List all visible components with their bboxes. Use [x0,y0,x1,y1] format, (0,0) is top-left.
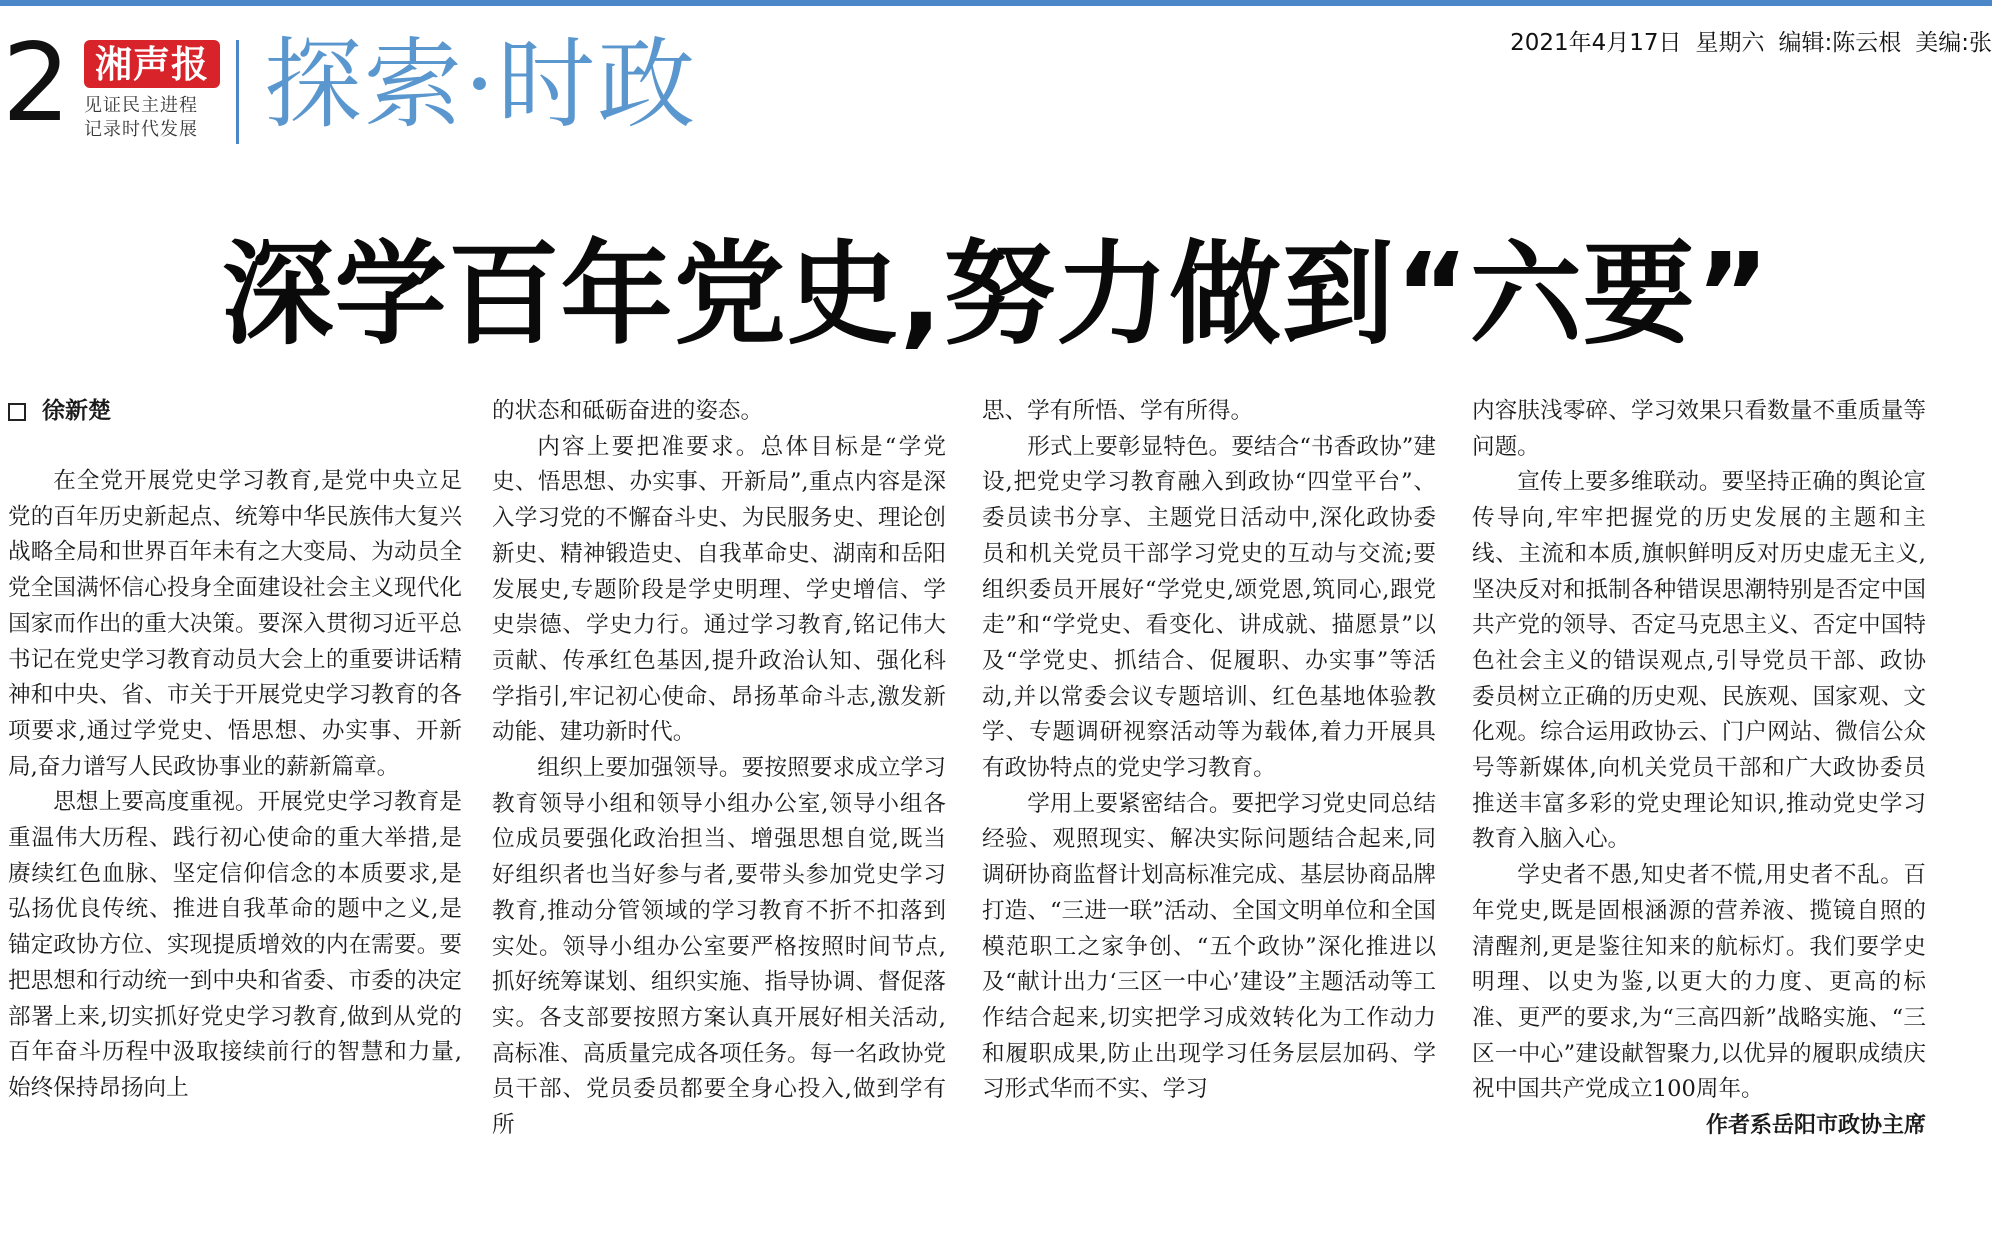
article-column-1 [8,394,462,1107]
issue-date: 2021年4月17日 [1510,30,1682,56]
article-paragraph: 内容上要把准要求。总体目标是“学党史、悟思想、办实事、开新局”,重点内容是深入学习党的不懈奋斗史、为民服务史、理论创新史、精神锻造史、自我革命史、湖南和岳阳发展史,专题阶段是学史明理、学史增信、学史崇德、学史力行。通过学习教育,铭记伟大贡献、传承红色基因,提升政治认知、强化科学指引,牢记初心使命、昂扬革命斗志,激发新动能、建功新时代。 [492,433,946,746]
article-paragraph: 宣传上要多维联动。要坚持正确的舆论宣传导向,牢牢把握党的历史发展的主题和主线、主流和本质,旗帜鲜明反对历史虚无主义,坚决反对和抵制各种错误思潮特别是否定中国共产党的领导、否定马克思主义、否定中国特色社会主义的错误观点,引导党员干部、政协委员树立正确的历史观、民族观、国家观、文化观。综合运用政协云、门户网站、微信公众号等新媒体,向机关党员干部和广大政协委员推送丰富多彩的党史理论知识,推动党史学习教育入脑入心。 [1472,469,1926,853]
slogan-line-2: 记录时代发展 [84,119,198,140]
article-paragraph: 思、学有所悟、学有所得。 [982,398,1254,424]
article-column-4 [1472,394,1926,1144]
top-accent-bar [0,0,1992,6]
byline [8,394,462,430]
article-paragraph: 思想上要高度重视。开展党史学习教育是重温伟大历程、践行初心使命的重大举措,是赓续红色血脉、坚定信仰信念的本质要求,是弘扬优良传统、推进自我革命的题中之义,是锚定政协方位、实现提质增效的内在需要。要把思想和行动统一到中央和省委、市委的决定部署上来,切实抓好党史学习教育,做到从党的百年奋斗历程中汲取接续前行的智慧和力量,始终保持昂扬向上 [8,789,462,1101]
issue-weekday: 星期六 [1695,30,1765,56]
logo-text: 湘声报 [95,41,209,86]
art-editor-credit: 美编:张 [1915,30,1992,56]
article-paragraph: 学用上要紧密结合。要把学习党史同总结经验、观照现实、解决实际问题结合起来,同调研协商监督计划高标准完成、基层协商品牌打造、“三进一联”活动、全国文明单位和全国模范职工之家争创、“五个政协”深化推进以及“献计出力‘三区一中心’建设”主题活动等工作结合起来,切实把学习成效转化为工作动力和履职成果,防止出现学习任务层层加码、学习形式华而不实、学习 [982,790,1436,1103]
article-paragraph: 的状态和砥砺奋进的姿态。 [492,398,764,424]
article-headline: 深学百年党史,努力做到“六要” [221,230,1771,360]
article-paragraph: 组织上要加强领导。要按照要求成立学习教育领导小组和领导小组办公室,领导小组各位成员要强化政治担当、增强思想自觉,既当好组织者也当好参与者,要带头参加党史学习教育,推动分管领域的学习教育不折不扣落到实处。领导小组办公室要严格按照时间节点,抓好统筹谋划、组织实施、指导协调、督促落实。各支部要按照方案认真开展好相关活动,高标准、高质量完成各项任务。每一名政协党员干部、党员委员都要全身心投入,做到学有所 [492,755,946,1139]
masthead-divider [236,40,239,144]
article-column-3 [982,394,1436,1108]
slogan-line-1: 见证民主进程 [84,95,198,116]
author-note: 作者系岳阳市政协主席 [1705,1113,1926,1139]
article-paragraph: 形式上要彰显特色。要结合“书香政协”建设,把党史学习教育融入到政协“四堂平台”、委员读书分享、主题党日活动中,深化政协委员和机关党员干部学习党史的互动与交流;要组织委员开展好“学党史,颂党恩,筑同心,跟党走”和“学党史、看变化、讲成就、描愿景”以及“学党史、抓结合、促履职、办实事”等活动,并以常委会议专题培训、红色基地体验教学、专题调研视察活动等为载体,着力开展具有政协特点的党史学习教育。 [982,433,1436,782]
page-number: 2 [2,21,71,146]
section-title: 探索·时政 [264,28,698,142]
editor-credit: 编辑:陈云根 [1778,30,1902,56]
article-paragraph: 学史者不愚,知史者不慌,用史者不乱。百年党史,既是固根涵源的营养液、揽镜自照的清醒剂,更是鉴往知来的航标灯。我们要学史明理、以史为鉴,以更大的力度、更高的标准、更严的要求,为“三高四新”战略实施、“三区一中心”建设献智聚力,以优异的履职成绩庆祝中国共产党成立100周年。 [1472,862,1926,1103]
article-paragraph: 内容肤浅零碎、学习效果只看数量不重质量等问题。 [1472,398,1926,460]
box-icon [8,403,26,421]
author-name: 徐新楚 [42,398,111,425]
newspaper-logo[interactable] [84,40,220,88]
dateline [1496,24,1992,57]
article-paragraph: 在全党开展党史学习教育,是党中央立足党的百年历史新起点、统筹中华民族伟大复兴战略全局和世界百年未有之大变局、为动员全党全国满怀信心投身全面建设社会主义现代化国家而作出的重大决策。要深入贯彻习近平总书记在党史学习教育动员大会上的重要讲话精神和中央、省、市关于开展党史学习教育的各项要求,通过学党史、悟思想、办实事、开新局,奋力谱写人民政协事业的薪新篇章。 [8,468,462,780]
article-column-2 [492,394,946,1144]
